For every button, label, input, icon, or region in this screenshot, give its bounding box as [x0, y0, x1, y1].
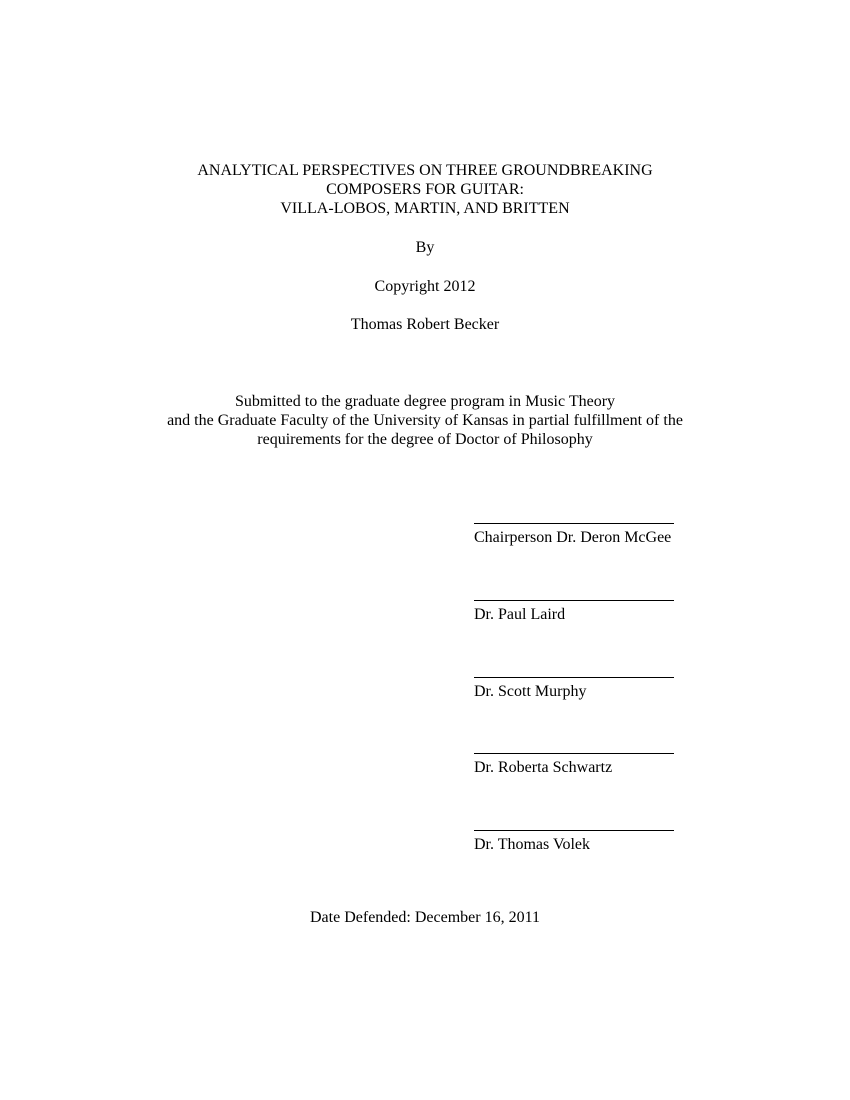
committee-member-name: Dr. Paul Laird [474, 606, 566, 623]
signature-line [474, 523, 674, 524]
dissertation-title [0, 161, 850, 218]
signature-block-member [474, 753, 694, 777]
by-label: By [415, 239, 435, 256]
signature-line [474, 753, 674, 754]
submission-statement [0, 392, 850, 449]
submission-line-1: Submitted to the graduate degree program in Music Theory [234, 393, 616, 410]
signature-block-member [474, 677, 694, 701]
signature-line [474, 830, 674, 831]
submission-line-3: requirements for the degree of Doctor of Philosophy [257, 431, 593, 448]
signature-block-member [474, 830, 694, 854]
signature-line [474, 600, 674, 601]
submission-line-2: and the Graduate Faculty of the University of Kansas in partial fulfillment of the [167, 412, 683, 429]
copyright-notice: Copyright 2012 [374, 278, 476, 295]
committee-member-name: Chairperson Dr. Deron McGee [474, 529, 672, 546]
committee-member-name: Dr. Scott Murphy [474, 683, 587, 700]
committee-member-name: Dr. Thomas Volek [474, 836, 591, 853]
signature-block-chairperson [474, 523, 694, 547]
signature-line [474, 677, 674, 678]
date-defended: Date Defended: December 16, 2011 [310, 909, 540, 926]
title-line-2: COMPOSERS FOR GUITAR: [326, 181, 524, 198]
signature-block-member [474, 600, 694, 624]
author-name: Thomas Robert Becker [350, 316, 500, 333]
title-line-1: ANALYTICAL PERSPECTIVES ON THREE GROUNDBREAKING [197, 162, 653, 179]
committee-member-name: Dr. Roberta Schwartz [474, 759, 613, 776]
title-line-3: VILLA-LOBOS, MARTIN, AND BRITTEN [280, 200, 570, 217]
